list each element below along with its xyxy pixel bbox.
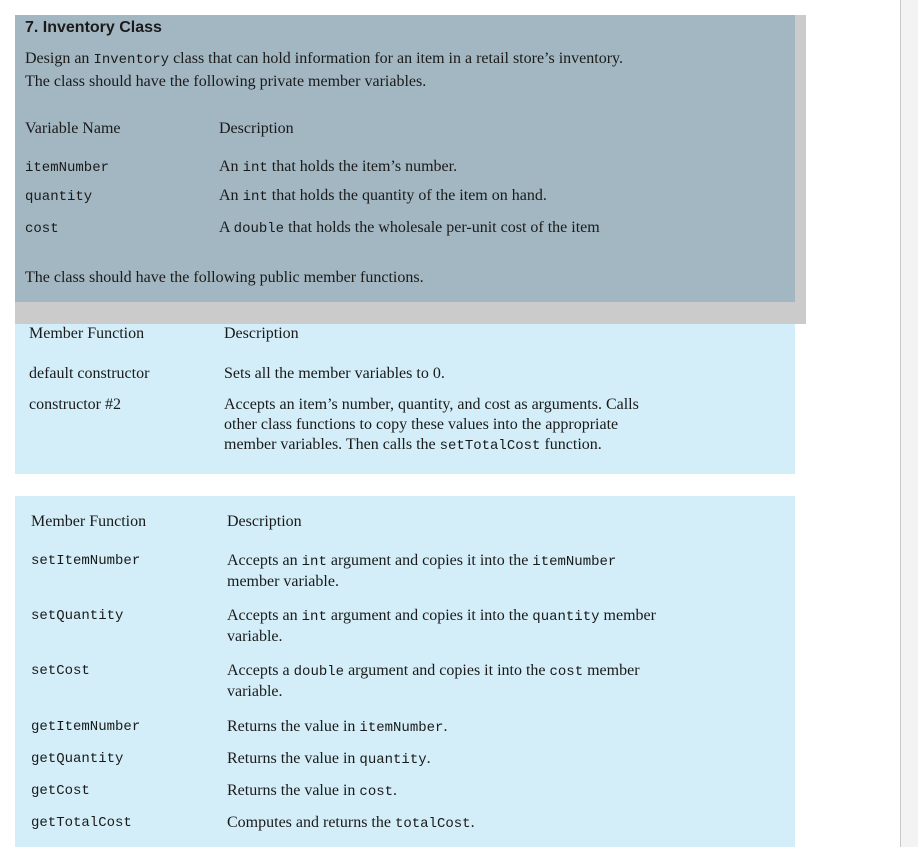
variable-name: cost	[25, 221, 59, 237]
desc-text: member	[583, 662, 640, 679]
desc-text: that holds the wholesale per-unit cost of the item	[284, 219, 600, 236]
function-name: default constructor	[29, 365, 150, 382]
desc-text: argument and copies it into the	[326, 552, 533, 569]
desc-text: Accepts an	[227, 607, 302, 624]
variable-name: quantity	[25, 189, 93, 205]
function-description	[227, 781, 397, 802]
desc-text: An	[219, 158, 243, 175]
desc-text: .	[393, 782, 398, 799]
intro-code: Inventory	[93, 52, 170, 68]
panel-shadow-right	[795, 15, 806, 324]
desc-text: Accepts a	[227, 662, 294, 679]
desc-text: argument and copies it into the	[344, 662, 550, 679]
desc-text: Returns the value in	[227, 718, 360, 735]
function-name: getTotalCost	[31, 815, 132, 831]
panel-shadow-bottom	[15, 300, 806, 324]
desc-code: itemNumber	[532, 554, 617, 570]
function-name: getCost	[31, 783, 90, 799]
intro-text: class that can hold information for an item in a retail store’s inventory.	[169, 50, 624, 67]
variable-description	[219, 186, 547, 207]
desc-text: Returns the value in	[227, 782, 360, 799]
desc-text: member	[599, 607, 656, 624]
function-name: constructor #2	[29, 396, 121, 413]
functions-header-description: Description	[227, 513, 302, 530]
desc-code: cost	[359, 784, 394, 800]
function-name: setItemNumber	[31, 553, 141, 569]
function-name: setCost	[31, 663, 90, 679]
function-description	[227, 813, 475, 834]
desc-code: int	[301, 609, 327, 625]
desc-text: argument and copies it into the	[326, 607, 533, 624]
desc-text: A	[219, 219, 234, 236]
desc-text: .	[426, 750, 431, 767]
section-title: 7. Inventory Class	[25, 19, 162, 36]
variable-description	[219, 157, 457, 178]
desc-text: member variable.	[227, 573, 339, 590]
desc-text: An	[219, 187, 243, 204]
desc-text: Returns the value in	[227, 750, 360, 767]
constructors-panel	[15, 324, 795, 474]
function-description	[227, 606, 656, 647]
constructors-header-name: Member Function	[29, 325, 145, 342]
desc-code: setTotalCost	[439, 438, 541, 454]
desc-text: Accepts an	[227, 552, 302, 569]
desc-text: member variables. Then calls the	[224, 436, 440, 453]
function-name: setQuantity	[31, 608, 124, 624]
desc-text: variable.	[227, 628, 283, 645]
desc-text: Computes and returns the	[227, 814, 395, 831]
problem-panel	[15, 15, 795, 302]
desc-code: int	[301, 554, 327, 570]
desc-code: cost	[549, 664, 584, 680]
desc-code: itemNumber	[359, 720, 444, 736]
desc-text: Accepts an item’s number, quantity, and cost as arguments. Calls	[224, 396, 639, 413]
function-description	[227, 661, 640, 702]
desc-code: int	[242, 160, 268, 176]
variable-name: itemNumber	[25, 160, 110, 176]
functions-header-name: Member Function	[31, 513, 147, 530]
desc-code: quantity	[532, 609, 600, 625]
desc-text: function.	[540, 436, 602, 453]
functions-panel	[15, 496, 795, 847]
function-description	[227, 749, 431, 770]
variables-header-name: Variable Name	[25, 120, 121, 137]
variable-description	[219, 218, 600, 239]
desc-text: other class functions to copy these values into the appropriate	[224, 416, 619, 433]
scrollbar-track[interactable]	[900, 0, 918, 847]
intro-text: The class should have the following private member variables.	[25, 73, 427, 90]
function-name: getQuantity	[31, 751, 124, 767]
function-description	[227, 551, 616, 592]
desc-text: that holds the item’s number.	[267, 158, 458, 175]
variables-header-description: Description	[219, 120, 294, 137]
desc-code: totalCost	[394, 816, 471, 832]
desc-code: double	[293, 664, 345, 680]
desc-code: quantity	[359, 752, 427, 768]
intro-paragraph	[25, 48, 785, 92]
desc-code: double	[233, 221, 285, 237]
intro-text: Design an	[25, 50, 94, 67]
function-description: Sets all the member variables to 0.	[224, 365, 445, 382]
function-description	[227, 717, 447, 738]
desc-text: variable.	[227, 683, 283, 700]
desc-text: .	[470, 814, 475, 831]
function-name: getItemNumber	[31, 719, 141, 735]
desc-text: .	[443, 718, 448, 735]
desc-code: int	[242, 189, 268, 205]
desc-text: that holds the quantity of the item on hand.	[267, 187, 547, 204]
public-note: The class should have the following public member functions.	[25, 269, 424, 286]
constructors-header-description: Description	[224, 325, 299, 342]
function-description	[224, 395, 639, 456]
